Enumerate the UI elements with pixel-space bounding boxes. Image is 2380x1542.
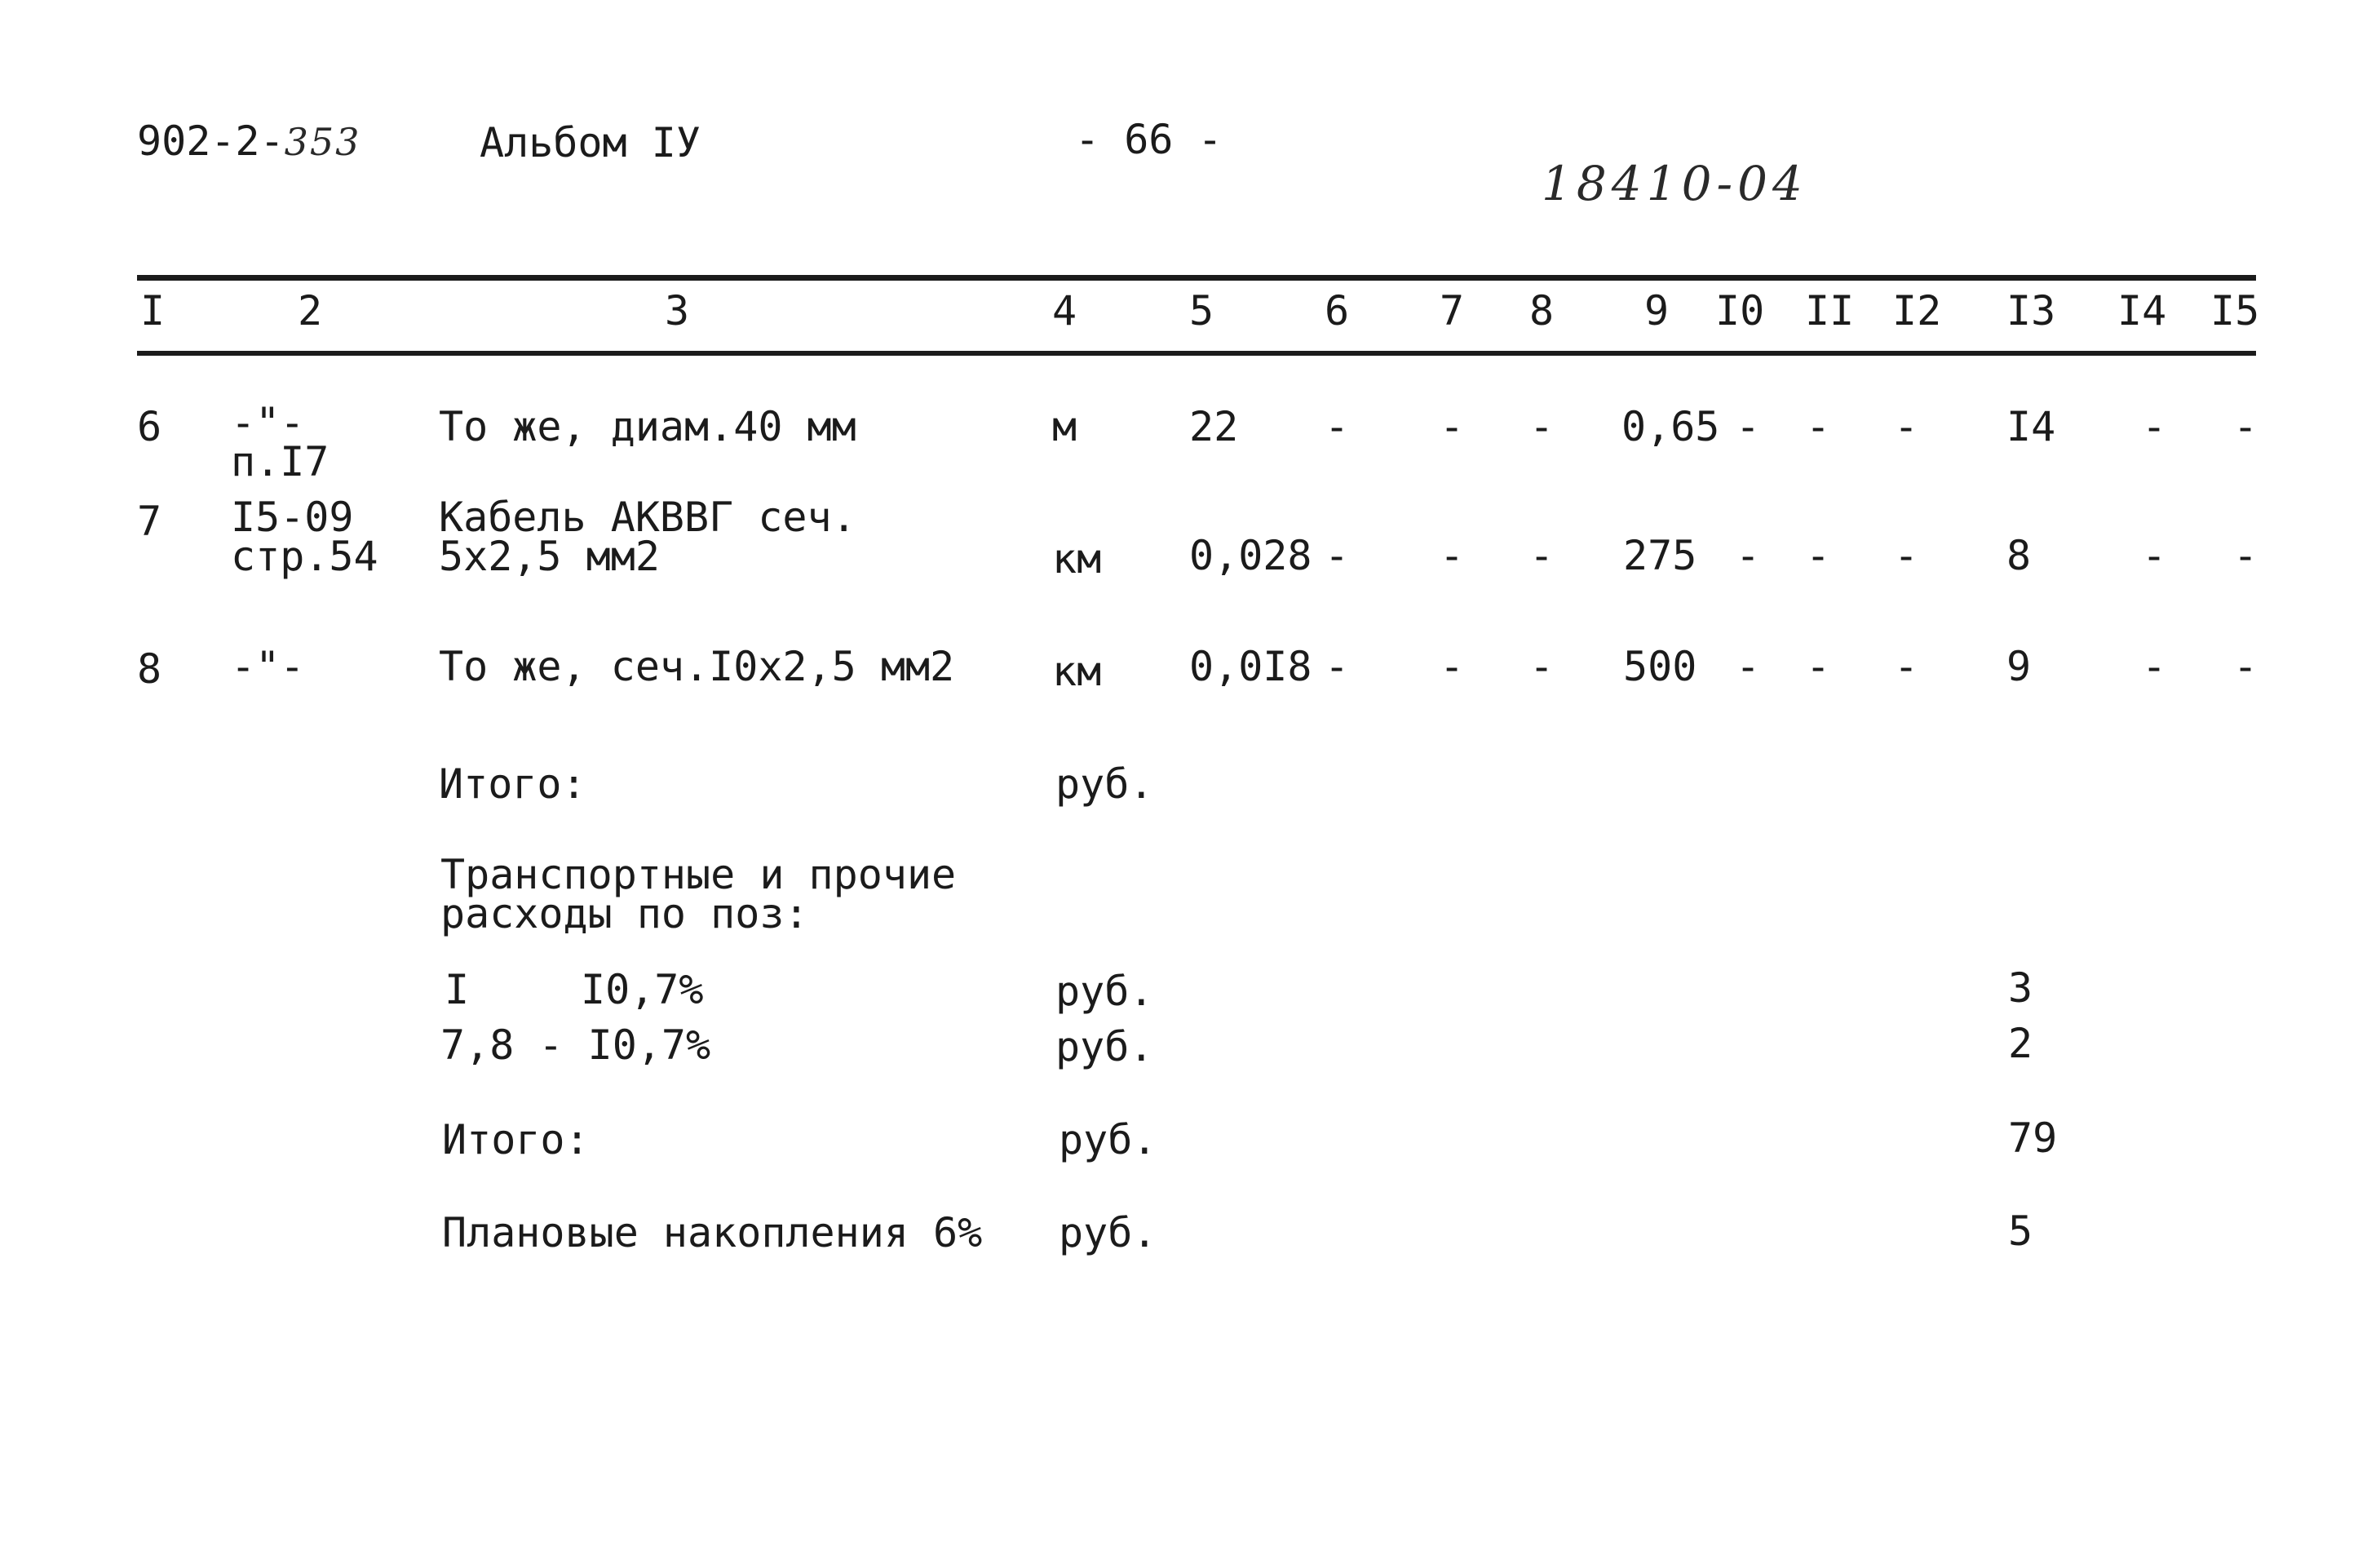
cell-col13: 8	[2006, 532, 2032, 579]
cell-col11: -	[1806, 643, 1831, 690]
col-header-2: 2	[298, 287, 323, 335]
album-title: Альбом IУ	[480, 119, 701, 166]
planned-savings-label: Плановые накопления 6%	[442, 1209, 983, 1256]
cell-col7: -	[1440, 532, 1465, 579]
cell-col11: -	[1806, 403, 1831, 450]
cell-description: Кабель АКВВГ сеч. 5x2,5 мм2	[439, 494, 856, 580]
cell-col11: -	[1806, 532, 1831, 579]
cell-col15: -	[2233, 532, 2258, 579]
document-code-printed: 902-2-	[137, 117, 285, 165]
transport-pos2-value: 2	[2008, 1020, 2033, 1067]
col-header-3: 3	[665, 287, 690, 335]
cell-col7: -	[1440, 403, 1465, 450]
cell-col8: -	[1529, 643, 1555, 690]
cell-col14: -	[2142, 532, 2167, 579]
cell-col5: 0,028	[1189, 532, 1312, 579]
cell-col15: -	[2233, 403, 2258, 450]
col-header-14: I4	[2117, 287, 2167, 335]
cell-col9: 275	[1623, 532, 1697, 579]
subtotal-unit: руб.	[1055, 760, 1154, 808]
col-header-15: I5	[2210, 287, 2260, 335]
cell-col13: 9	[2006, 643, 2032, 690]
cell-col5: 22	[1189, 403, 1239, 450]
cell-col15: -	[2233, 643, 2258, 690]
transport-pos1-label: I	[445, 966, 470, 1013]
handwritten-stamp-number: 18410-04	[1542, 156, 1807, 211]
total-label: Итого:	[442, 1116, 590, 1163]
page-number: - 66 -	[1075, 116, 1223, 163]
cell-col14: -	[2142, 403, 2167, 450]
cell-position: 7	[137, 498, 162, 545]
cell-col7: -	[1440, 643, 1465, 690]
col-header-5: 5	[1189, 287, 1214, 335]
cell-col10: -	[1736, 532, 1761, 579]
transport-costs-label: Транспортные и прочие расходы по поз:	[440, 851, 957, 937]
col-header-13: I3	[2006, 287, 2056, 335]
table-header-bottom-rule	[137, 351, 2256, 356]
cell-col10: -	[1736, 403, 1761, 450]
total-value: 79	[2008, 1114, 2058, 1162]
col-header-6: 6	[1325, 287, 1350, 335]
cell-unit: м	[1052, 403, 1077, 450]
cell-col6: -	[1325, 643, 1350, 690]
cell-col12: -	[1894, 532, 1919, 579]
subtotal-label: Итого:	[439, 760, 586, 808]
cell-source: -"-	[231, 643, 305, 690]
transport-pos1-unit: руб.	[1055, 968, 1154, 1015]
table-top-rule	[137, 275, 2256, 281]
col-header-12: I2	[1892, 287, 1942, 335]
cell-col5: 0,0I8	[1189, 643, 1312, 690]
document-code	[137, 117, 361, 165]
col-header-8: 8	[1529, 287, 1555, 335]
cell-col6: -	[1325, 403, 1350, 450]
cell-col8: -	[1529, 532, 1555, 579]
planned-savings-unit: руб.	[1059, 1209, 1157, 1256]
transport-pos1-percent: I0,7%	[581, 966, 704, 1013]
cell-position: 8	[137, 645, 162, 693]
cell-col9: 500	[1623, 643, 1697, 690]
cell-col12: -	[1894, 643, 1919, 690]
transport-pos1-value: 3	[2008, 964, 2033, 1012]
cell-col8: -	[1529, 403, 1555, 450]
cell-unit: км	[1052, 648, 1102, 695]
cell-source: I5-09 стр.54	[231, 494, 378, 580]
cell-description: То же, сеч.I0x2,5 мм2	[439, 643, 955, 690]
cell-col9: 0,65	[1621, 403, 1720, 450]
cell-col6: -	[1325, 532, 1350, 579]
cell-col13: I4	[2006, 403, 2056, 450]
cell-col10: -	[1736, 643, 1761, 690]
total-unit: руб.	[1059, 1116, 1157, 1163]
cell-position: 6	[137, 403, 162, 450]
col-header-7: 7	[1440, 287, 1465, 335]
col-header-10: I0	[1715, 287, 1765, 335]
cell-description: То же, диам.40 мм	[439, 403, 856, 450]
cell-col14: -	[2142, 643, 2167, 690]
col-header-11: II	[1805, 287, 1855, 335]
col-header-4: 4	[1052, 287, 1077, 335]
document-code-handwritten: 353	[284, 120, 361, 164]
transport-pos2-unit: руб.	[1055, 1023, 1154, 1070]
transport-pos2-label: 7,8 - I0,7%	[440, 1021, 711, 1069]
cell-source: -"- п.I7	[231, 399, 330, 485]
cell-unit: км	[1052, 535, 1102, 583]
planned-savings-value: 5	[2008, 1207, 2033, 1255]
cell-col12: -	[1894, 403, 1919, 450]
col-header-9: 9	[1644, 287, 1670, 335]
col-header-1: I	[140, 287, 166, 335]
